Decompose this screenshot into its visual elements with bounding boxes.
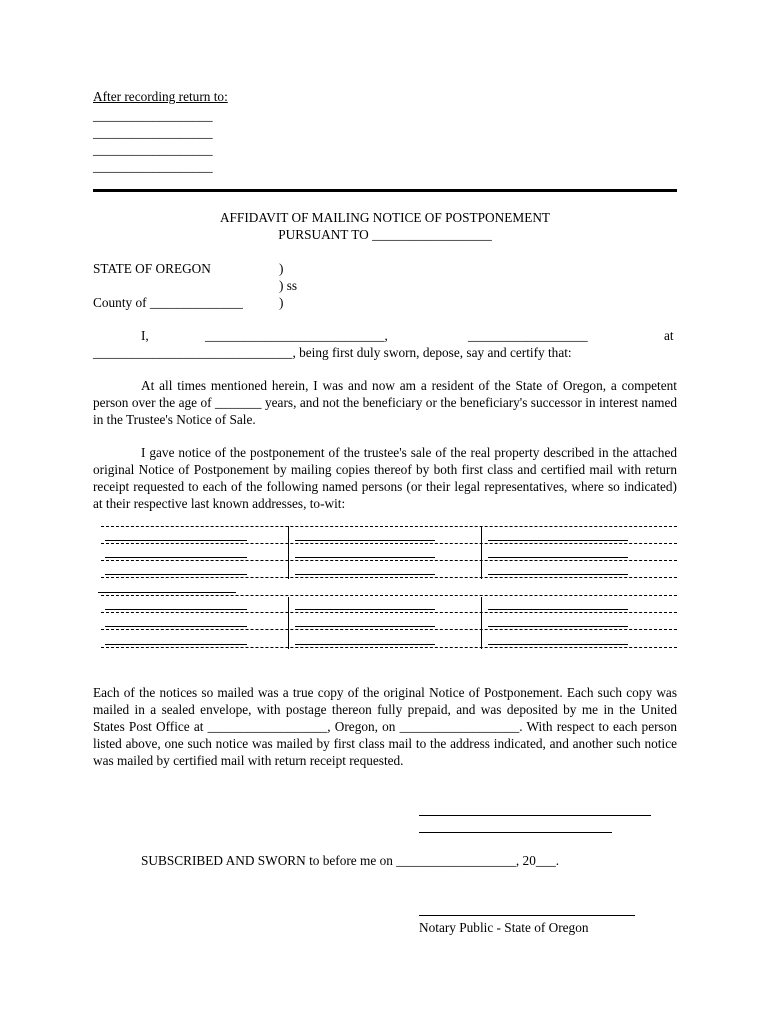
sworn-statement: SUBSCRIBED AND SWORN to before me on __________________, 20___. (141, 853, 560, 868)
column-divider (288, 526, 289, 579)
affiant-i: I, (141, 328, 149, 343)
table-row[interactable] (101, 612, 677, 613)
cell-blank[interactable] (488, 626, 628, 627)
table-row[interactable] (101, 577, 677, 578)
cell-blank[interactable] (488, 609, 628, 610)
cell-blank[interactable] (105, 557, 247, 558)
table-row[interactable] (101, 647, 677, 648)
cell-blank[interactable] (488, 557, 628, 558)
return-line-1[interactable]: __________________ (93, 108, 213, 123)
cell-blank[interactable] (105, 644, 247, 645)
return-heading: After recording return to: (93, 89, 228, 104)
affiant-name-blank[interactable]: ___________________________, (205, 328, 388, 343)
cell-blank[interactable] (295, 557, 435, 558)
return-line-3[interactable]: __________________ (93, 142, 213, 157)
table-row[interactable] (101, 595, 677, 596)
cell-blank[interactable] (105, 609, 247, 610)
header-divider (93, 189, 677, 192)
paragraph-mailing: Each of the notices so mailed was a true copy of the original Notice of Postponement. Each such copy was mailed in a sealed envelope, with postage thereon fully prepaid, and was deposited by me in the United States Post Office at __________________, Oregon, on __________________. With respect to each person listed above, one such notice was mailed by first class mail to the address indicated, and another such notice was mailed by certified mail with return receipt requested. (93, 685, 677, 768)
column-divider (481, 597, 482, 649)
cell-blank[interactable] (105, 574, 247, 575)
table-row[interactable] (101, 543, 677, 544)
cell-blank[interactable] (295, 540, 435, 541)
affiant-signature-line[interactable] (419, 815, 651, 816)
affiant-at: at (664, 328, 674, 343)
table-row[interactable] (101, 560, 677, 561)
cell-blank[interactable] (295, 644, 435, 645)
cell-blank[interactable] (295, 574, 435, 575)
cell-blank[interactable] (488, 644, 628, 645)
cell-blank[interactable] (488, 574, 628, 575)
venue-state: STATE OF OREGON (93, 261, 211, 276)
title-line-1: AFFIDAVIT OF MAILING NOTICE OF POSTPONEMENT (219, 210, 551, 225)
affiant-blank-2[interactable]: __________________ (468, 328, 588, 343)
venue-paren-1: ) (279, 261, 284, 276)
cell-blank[interactable] (105, 626, 247, 627)
column-divider (288, 597, 289, 649)
column-divider (481, 526, 482, 579)
cell-blank[interactable] (98, 592, 236, 593)
cell-blank[interactable] (295, 609, 435, 610)
paragraph-residency: At all times mentioned herein, I was and now am a resident of the State of Oregon, a competent person over the age of _______ years, and not the beneficiary or the beneficiary's successor in interest named in the Trustee's Notice of Sale. (93, 378, 677, 427)
affiant-line-2[interactable]: ______________________________, being first duly sworn, depose, say and certify that: (93, 345, 572, 360)
notary-signature-line[interactable] (419, 915, 635, 916)
paragraph-notice: I gave notice of the postponement of the trustee's sale of the real property described in the attached original Notice of Postponement by mailing copies thereof by both first class and certified mail with return receipt requested to each of the following named persons (or their legal representatives, where so indicated) at their respective last known addresses, to-wit: (93, 445, 677, 511)
title-line-2: PURSUANT TO __________________ (278, 227, 492, 242)
return-line-2[interactable]: __________________ (93, 125, 213, 140)
notary-label: Notary Public - State of Oregon (419, 920, 589, 935)
venue-paren-3: ) (279, 295, 284, 310)
return-line-4[interactable]: __________________ (93, 159, 213, 174)
affiant-name-line[interactable] (419, 832, 612, 833)
table-row[interactable] (101, 629, 677, 630)
table-row[interactable] (101, 526, 677, 527)
cell-blank[interactable] (295, 626, 435, 627)
venue-ss: ) ss (279, 278, 298, 293)
cell-blank[interactable] (105, 540, 247, 541)
venue-county[interactable]: County of ______________ (93, 295, 243, 310)
cell-blank[interactable] (488, 540, 628, 541)
